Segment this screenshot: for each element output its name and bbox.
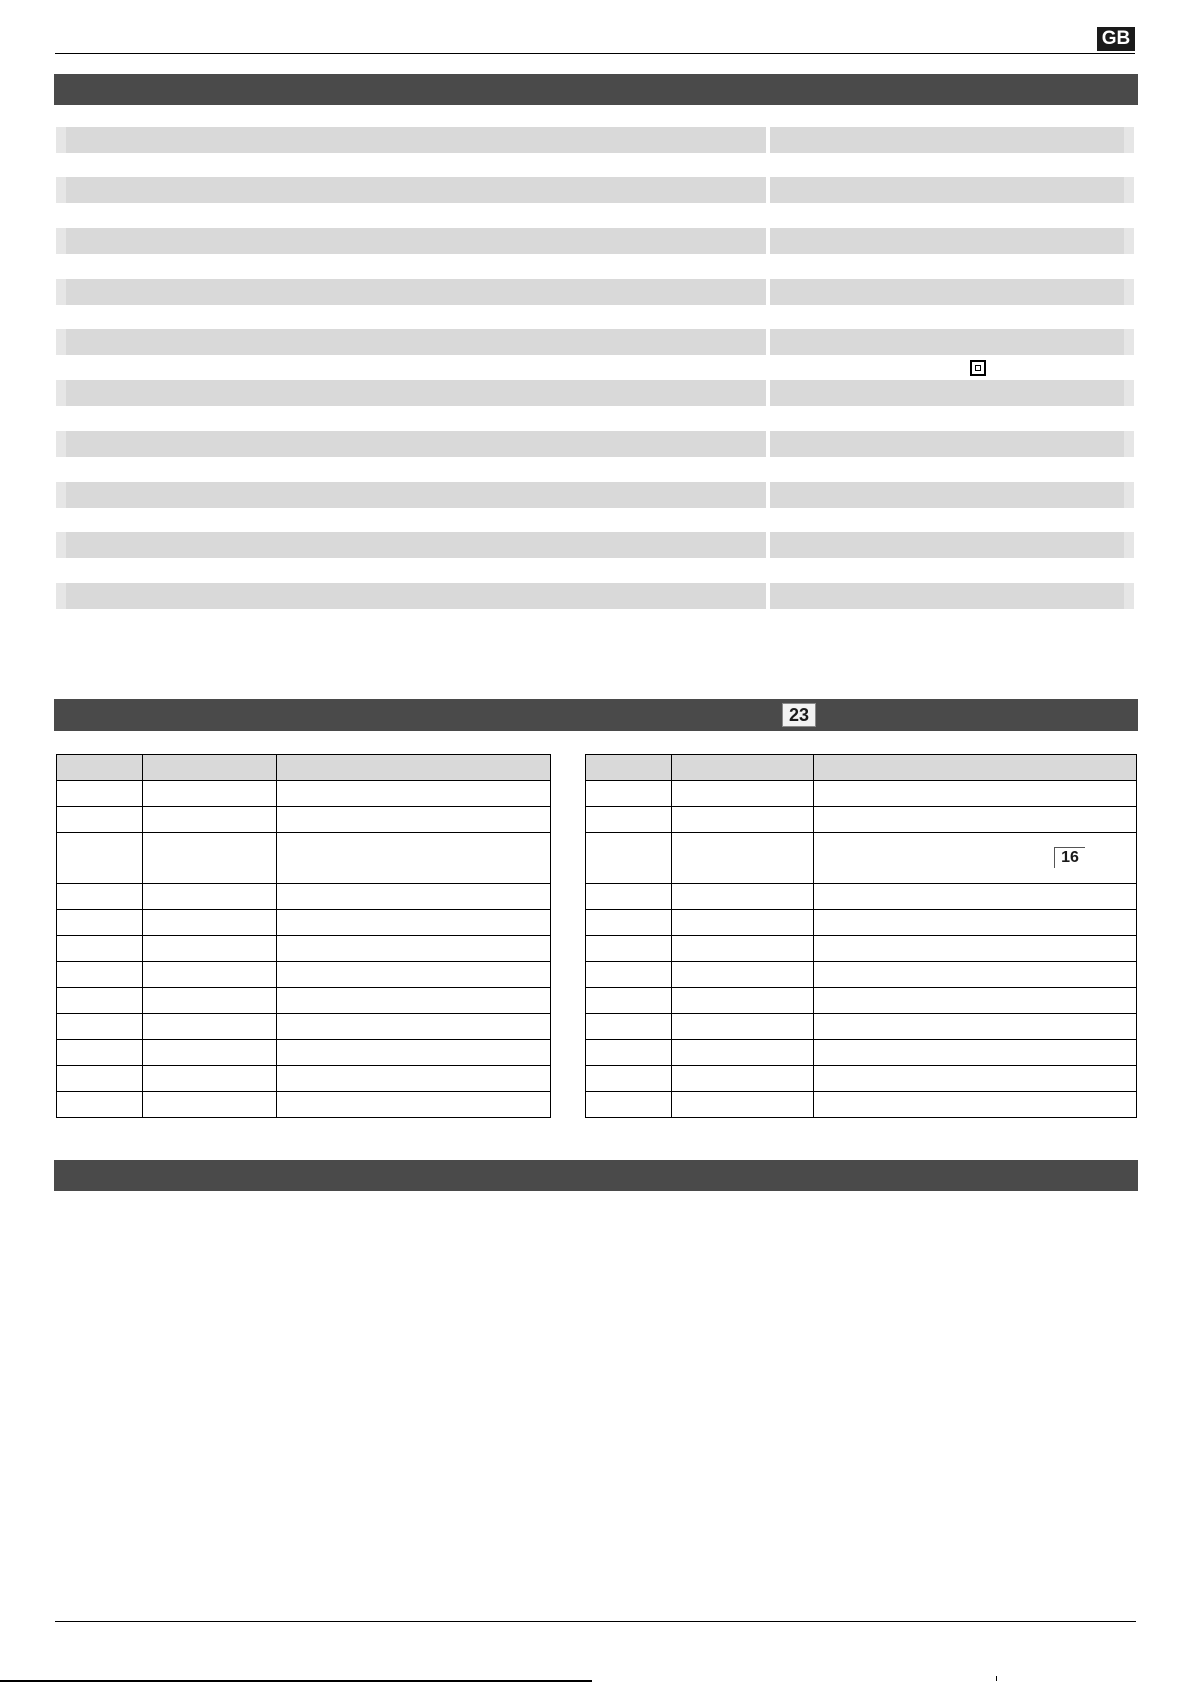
table-row [57, 807, 551, 833]
spec-row [56, 583, 1134, 609]
table-row [57, 1040, 551, 1066]
table-header-row [586, 755, 1137, 781]
table-row [586, 936, 1137, 962]
table-row [57, 781, 551, 807]
spec-row [56, 177, 1134, 203]
table-row [586, 1040, 1137, 1066]
spec-row [56, 431, 1134, 457]
table-row [586, 1014, 1137, 1040]
table-row [586, 884, 1137, 910]
table-row [57, 1014, 551, 1040]
parts-table-right [585, 754, 1137, 1118]
section-bar-technical-data [54, 74, 1138, 105]
table-row [57, 936, 551, 962]
spec-row [56, 532, 1134, 558]
table-row [586, 988, 1137, 1014]
footer-underline [0, 1680, 592, 1682]
table-row [57, 1066, 551, 1092]
table-row [57, 1092, 551, 1118]
footer-rule [55, 1621, 1136, 1622]
table-row [586, 910, 1137, 936]
figure-ref-badge-16: 16 [1054, 847, 1085, 868]
parts-table-left [56, 754, 551, 1118]
spec-row [56, 482, 1134, 508]
language-badge: GB [1097, 27, 1135, 51]
spec-row [56, 127, 1134, 153]
footer-mark [996, 1676, 997, 1681]
table-row [57, 910, 551, 936]
double-insulation-icon [970, 360, 986, 376]
table-row [57, 884, 551, 910]
table-header-row [57, 755, 551, 781]
table-row [586, 1092, 1137, 1118]
table-row [57, 833, 551, 884]
figure-ref-badge: 23 [782, 703, 816, 727]
section-bar-third [54, 1160, 1138, 1191]
spec-row [56, 279, 1134, 305]
table-row [57, 962, 551, 988]
spec-row [56, 380, 1134, 406]
spec-row [56, 228, 1134, 254]
spec-row [56, 329, 1134, 355]
table-row [586, 781, 1137, 807]
table-row [57, 988, 551, 1014]
section-bar-parts [54, 699, 1138, 731]
table-row [586, 807, 1137, 833]
header-rule [55, 53, 1135, 54]
table-row [586, 962, 1137, 988]
table-row [586, 1066, 1137, 1092]
